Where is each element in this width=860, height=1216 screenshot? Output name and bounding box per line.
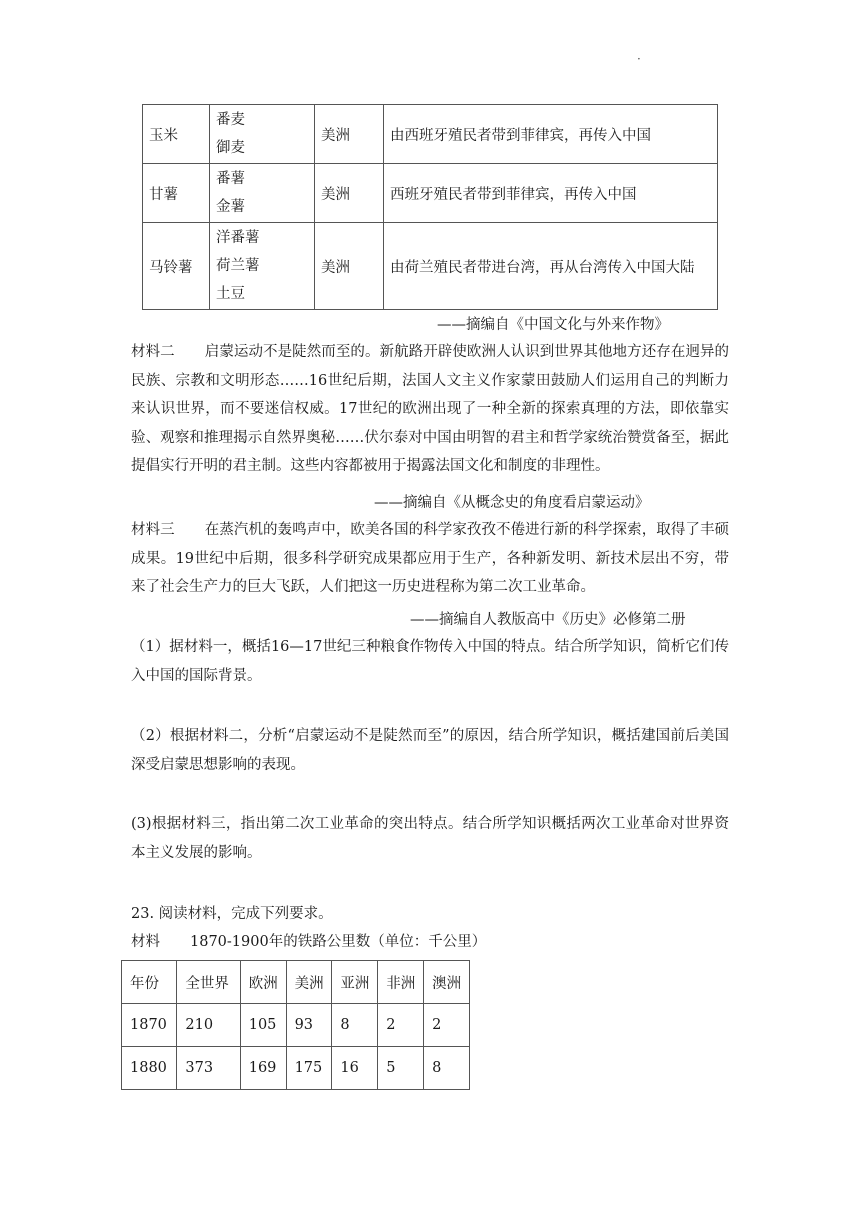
route-cell: 由荷兰殖民者带进台湾，再从台湾传入中国大陆 [384,223,718,310]
alias-name: 番麦 [216,112,245,128]
table-row [143,223,718,310]
railway-caption [131,930,486,951]
origin-cell: 美洲 [315,105,384,164]
railway-table [121,960,470,1090]
table-row [143,164,718,223]
alias-name: 洋番薯 [216,230,260,246]
alias-name: 土豆 [216,286,245,302]
question-23-heading: 23. 阅读材料，完成下列要求。 [131,906,333,922]
alias-name: 番薯 [216,171,245,187]
table-row [122,1004,470,1047]
route-cell: 由西班牙殖民者带到菲律宾，再传入中国 [384,105,718,164]
header-cell: 年份 [122,961,177,1004]
material-3-paragraph [131,516,729,602]
alias-cell [210,223,315,310]
table-cell: 2 [424,1004,470,1047]
table-row [122,1047,470,1090]
header-cell: 欧洲 [240,961,286,1004]
table-cell: 16 [332,1047,378,1090]
header-cell: 亚洲 [332,961,378,1004]
table-row [143,105,718,164]
alias-name: 荷兰薯 [216,258,260,274]
header-cell: 全世界 [177,961,240,1004]
alias-name: 金薯 [216,199,245,215]
source-citation-2: ——摘编自《从概念史的角度看启蒙运动》 [374,495,650,511]
origin-cell: 美洲 [315,164,384,223]
table-cell: 1880 [122,1047,177,1090]
table-cell: 5 [378,1047,424,1090]
table-cell: 1870 [122,1004,177,1047]
table-cell: 169 [240,1047,286,1090]
table-cell: 2 [378,1004,424,1047]
crop-cell: 甘薯 [143,164,210,223]
table-header-row [122,961,470,1004]
material-3-text: 在蒸汽机的轰鸣声中，欧美各国的科学家孜孜不倦进行新的科学探索，取得了丰硕成果。19世纪中后期，很多科学研究成果都应用于生产，各种新发明、新技术层出不穷，带来了社会生产力的巨大飞跃，人们把这一历史进程称为第二次工业革命。 [131,522,730,595]
table-cell: 8 [424,1047,470,1090]
material-2-label: 材料二 [131,344,175,360]
page-marker: · [637,52,641,66]
crop-table [142,104,718,310]
table-cell: 8 [332,1004,378,1047]
railway-caption-label: 材料 [131,934,160,950]
material-3-label: 材料三 [131,522,175,538]
alias-cell [210,164,315,223]
route-cell: 西班牙殖民者带到菲律宾，再传入中国 [384,164,718,223]
railway-caption-text: 1870-1900年的铁路公里数（单位：千公里） [190,934,487,950]
header-cell: 澳洲 [424,961,470,1004]
table-cell: 175 [286,1047,332,1090]
material-2-paragraph [131,338,729,481]
alias-name: 御麦 [216,140,245,156]
crop-cell: 玉米 [143,105,210,164]
crop-cell: 马铃薯 [143,223,210,310]
table-cell: 210 [177,1004,240,1047]
source-citation-3: ——摘编自人教版高中《历史》必修第二册 [410,612,686,628]
table-cell: 373 [177,1047,240,1090]
header-cell: 美洲 [286,961,332,1004]
source-citation-1: ——摘编自《中国文化与外来作物》 [437,317,669,333]
question-3: (3)根据材料三，指出第二次工业革命的突出特点。结合所学知识概括两次工业革命对世界资本主义发展的影响。 [131,816,729,861]
header-cell: 非洲 [378,961,424,1004]
table-cell: 105 [240,1004,286,1047]
question-1: （1）据材料一，概括16—17世纪三种粮食作物传入中国的特点。结合所学知识，简析它们传入中国的国际背景。 [131,639,729,684]
origin-cell: 美洲 [315,223,384,310]
table-cell: 93 [286,1004,332,1047]
material-2-text: 启蒙运动不是陡然而至的。新航路开辟使欧洲人认识到世界其他地方还存在迥异的民族、宗教和文明形态……16世纪后期，法国人文主义作家蒙田鼓励人们运用自己的判断力来认识世界，而不要迷信权威。17世纪的欧洲出现了一种全新的探索真理的方法，即依靠实验、观察和推理揭示自然界奥秘……伏尔泰对中国由明智的君主和哲学家统治赞赏备至，据此提倡实行开明的君主制。这些内容都被用于揭露法国文化和制度的非理性。 [131,344,730,474]
alias-cell [210,105,315,164]
question-2: （2）根据材料二，分析“启蒙运动不是陡然而至”的原因，结合所学知识，概括建国前后美国深受启蒙思想影响的表现。 [131,728,729,773]
